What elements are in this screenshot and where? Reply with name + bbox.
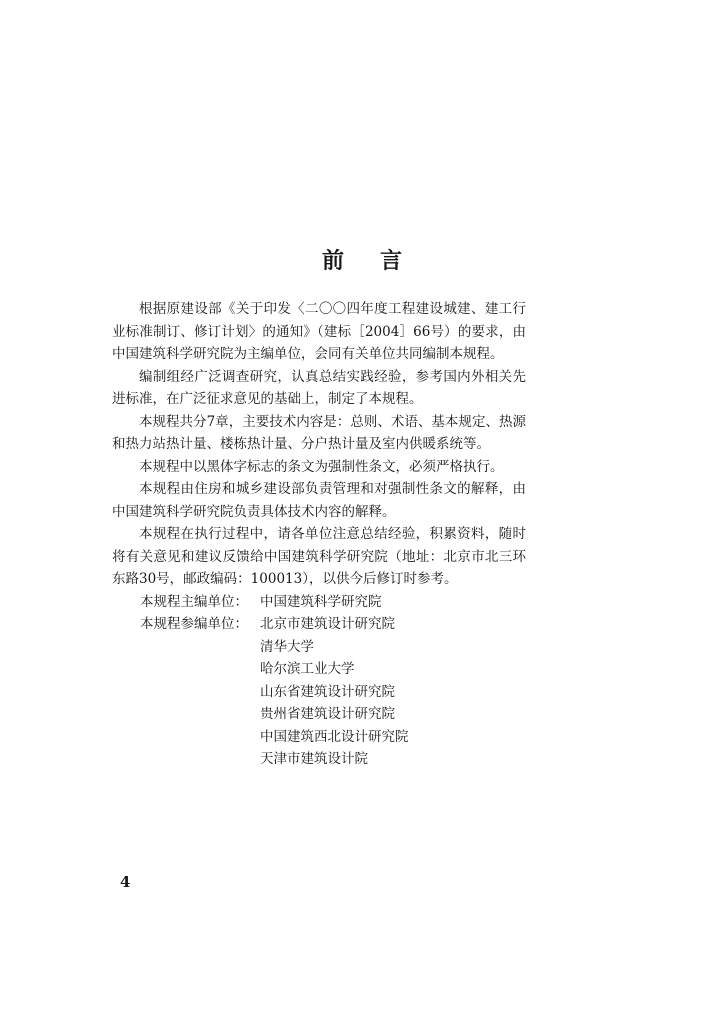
participating-unit: 哈尔滨工业大学 xyxy=(260,661,355,677)
paragraph: 编制组经广泛调查研究，认真总结实践经验，参考国内外相关先进标准，在广泛征求意见的基础上，制定了本规程。 xyxy=(112,368,526,407)
paragraph: 本规程在执行过程中，请各单位注意总结经验，积累资料，随时将有关意见和建议反馈给中国建筑科学研究院（地址：北京市北三环东路30号，邮政编码：100013），以供今后修订时参考。 xyxy=(112,526,526,587)
participating-unit-row xyxy=(112,613,526,636)
paragraph: 根据原建设部《关于印发〈二〇〇四年度工程建设城建、建工行业标准制订、修订计划〉的通知》（建标［2004］66号）的要求，由中国建筑科学研究院为主编单位，会同有关单位共同编制本规程。 xyxy=(112,301,526,362)
participating-unit: 北京市建筑设计研究院 xyxy=(260,616,395,632)
paragraph: 本规程中以黑体字标志的条文为强制性条文，必须严格执行。 xyxy=(139,458,504,475)
paragraph: 本规程共分7章，主要技术内容是：总则、术语、基本规定、热源和热力站热计量、楼栋热计量、分户热计量及室内供暖系统等。 xyxy=(112,413,526,452)
chief-unit-value: 中国建筑科学研究院 xyxy=(260,593,382,610)
units-section xyxy=(112,591,526,771)
participating-units-label: 本规程参编单位： xyxy=(140,616,248,632)
title-char-1: 前 xyxy=(321,248,344,274)
chief-unit-label: 本规程主编单位： xyxy=(140,593,248,610)
title-char-2: 言 xyxy=(380,248,403,274)
participating-unit: 天津市建筑设计院 xyxy=(260,751,368,767)
chief-unit-row xyxy=(112,591,526,614)
page-number: 4 xyxy=(120,873,131,891)
page-title xyxy=(0,244,724,275)
participating-unit: 山东省建筑设计研究院 xyxy=(260,683,395,700)
participating-units-list xyxy=(112,636,526,771)
participating-unit: 中国建筑西北设计研究院 xyxy=(260,728,409,745)
participating-unit: 清华大学 xyxy=(260,638,314,655)
participating-unit: 贵州省建筑设计研究院 xyxy=(260,706,395,722)
preface-body xyxy=(112,298,526,771)
paragraph: 本规程由住房和城乡建设部负责管理和对强制性条文的解释，由中国建筑科学研究院负责具体技术内容的解释。 xyxy=(112,481,526,520)
